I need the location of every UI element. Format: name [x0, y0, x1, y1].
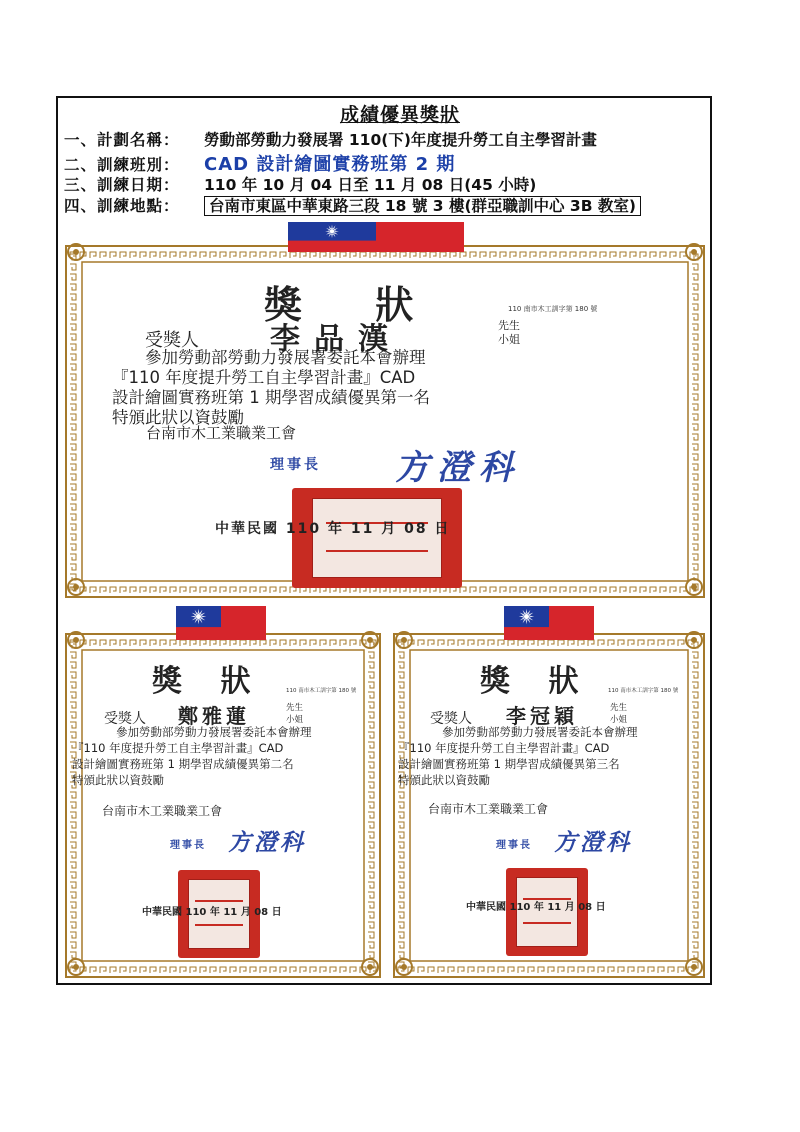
body-line: 特頒此狀以資鼓勵	[398, 773, 490, 787]
certificate-date: 中華民國 110 年 11 月 08 日	[215, 521, 451, 537]
certificate-title: 獎 狀	[152, 664, 265, 699]
body-line: 『110 年度提升勞工自主學習計畫』CAD	[72, 741, 284, 755]
honorific-ms: 小姐	[498, 333, 520, 346]
info-value: 台南市東區中華東路三段 18 號 3 樓(群亞職訓中心 3B 教室)	[204, 196, 641, 216]
info-label: 三、訓練日期：	[64, 176, 180, 194]
issuing-union: 台南市木工業職業工會	[102, 804, 223, 818]
body-line: 特頒此狀以資鼓勵	[112, 408, 244, 427]
certificate-first-place	[60, 218, 710, 603]
certificate-third-place	[388, 606, 710, 983]
certificate-title: 獎 狀	[264, 282, 444, 327]
certificate-number: 110 南市木工訓字第 180 號	[608, 688, 679, 694]
recipient-name: 李品漢	[270, 322, 402, 357]
chairman-signature: 方澄科	[228, 829, 306, 856]
body-line: 參加勞動部勞動力發展署委託本會辦理	[116, 725, 312, 739]
issuing-union: 台南市木工業職業工會	[428, 802, 549, 816]
chairman-title: 理事長	[496, 840, 532, 851]
info-value: 勞動部勞動力發展署 110(下)年度提升勞工自主學習計畫	[204, 131, 597, 149]
issuing-union: 台南市木工業職業工會	[146, 424, 297, 442]
chairman-signature: 方澄科	[554, 829, 632, 856]
certificate-second-place	[60, 606, 386, 983]
honorific-mr: 先生	[498, 319, 520, 332]
info-label: 二、訓練班別：	[64, 156, 180, 174]
certificate-title: 獎 狀	[480, 664, 593, 699]
info-row-dates	[64, 173, 536, 195]
certificate-number: 110 南市木工訓字第 180 號	[508, 305, 598, 313]
body-line: 設計繪圖實務班第 1 期學習成績優異第二名	[72, 757, 294, 771]
honorific-ms: 小姐	[286, 715, 304, 725]
body-line: 『110 年度提升勞工自主學習計畫』CAD	[112, 368, 416, 387]
certificate-date: 中華民國 110 年 11 月 08 日	[142, 907, 282, 918]
body-line: 設計繪圖實務班第 1 期學習成績優異第三名	[398, 757, 620, 771]
info-row-plan	[64, 128, 597, 150]
national-flag-icon	[176, 606, 266, 640]
body-line: 特頒此狀以資鼓勵	[72, 773, 164, 787]
honorific-ms: 小姐	[610, 715, 628, 725]
certificate-number: 110 南市木工訓字第 180 號	[286, 688, 357, 694]
recipient-label: 受獎人	[145, 330, 199, 351]
certificate-date: 中華民國 110 年 11 月 08 日	[466, 902, 606, 913]
body-line: 『110 年度提升勞工自主學習計畫』CAD	[398, 741, 610, 755]
chairman-signature: 方澄科	[395, 448, 521, 488]
official-seal-icon	[292, 488, 462, 588]
info-value: CAD 設計繪圖實務班第 2 期	[204, 154, 456, 175]
recipient-name: 李冠穎	[506, 704, 578, 728]
chairman-title: 理事長	[170, 840, 206, 851]
honorific-mr: 先生	[286, 703, 304, 713]
national-flag-icon	[504, 606, 594, 640]
body-line: 設計繪圖實務班第 1 期學習成績優異第一名	[112, 388, 430, 407]
national-flag-icon	[288, 222, 464, 252]
body-line: 參加勞動部勞動力發展署委託本會辦理	[145, 348, 426, 367]
body-line: 參加勞動部勞動力發展署委託本會辦理	[442, 725, 638, 739]
chairman-title: 理事長	[270, 457, 321, 473]
recipient-label: 受獎人	[430, 711, 472, 727]
info-label: 一、計劃名稱：	[64, 131, 180, 149]
recipient-label: 受獎人	[104, 711, 146, 727]
honorific-mr: 先生	[610, 703, 628, 713]
document-title: 成績優異獎狀	[339, 104, 460, 126]
recipient-name: 鄭雅蓮	[178, 704, 250, 728]
info-label: 四、訓練地點：	[64, 197, 180, 215]
info-row-location	[64, 194, 641, 216]
info-value: 110 年 10 月 04 日至 11 月 08 日(45 小時)	[204, 176, 537, 194]
